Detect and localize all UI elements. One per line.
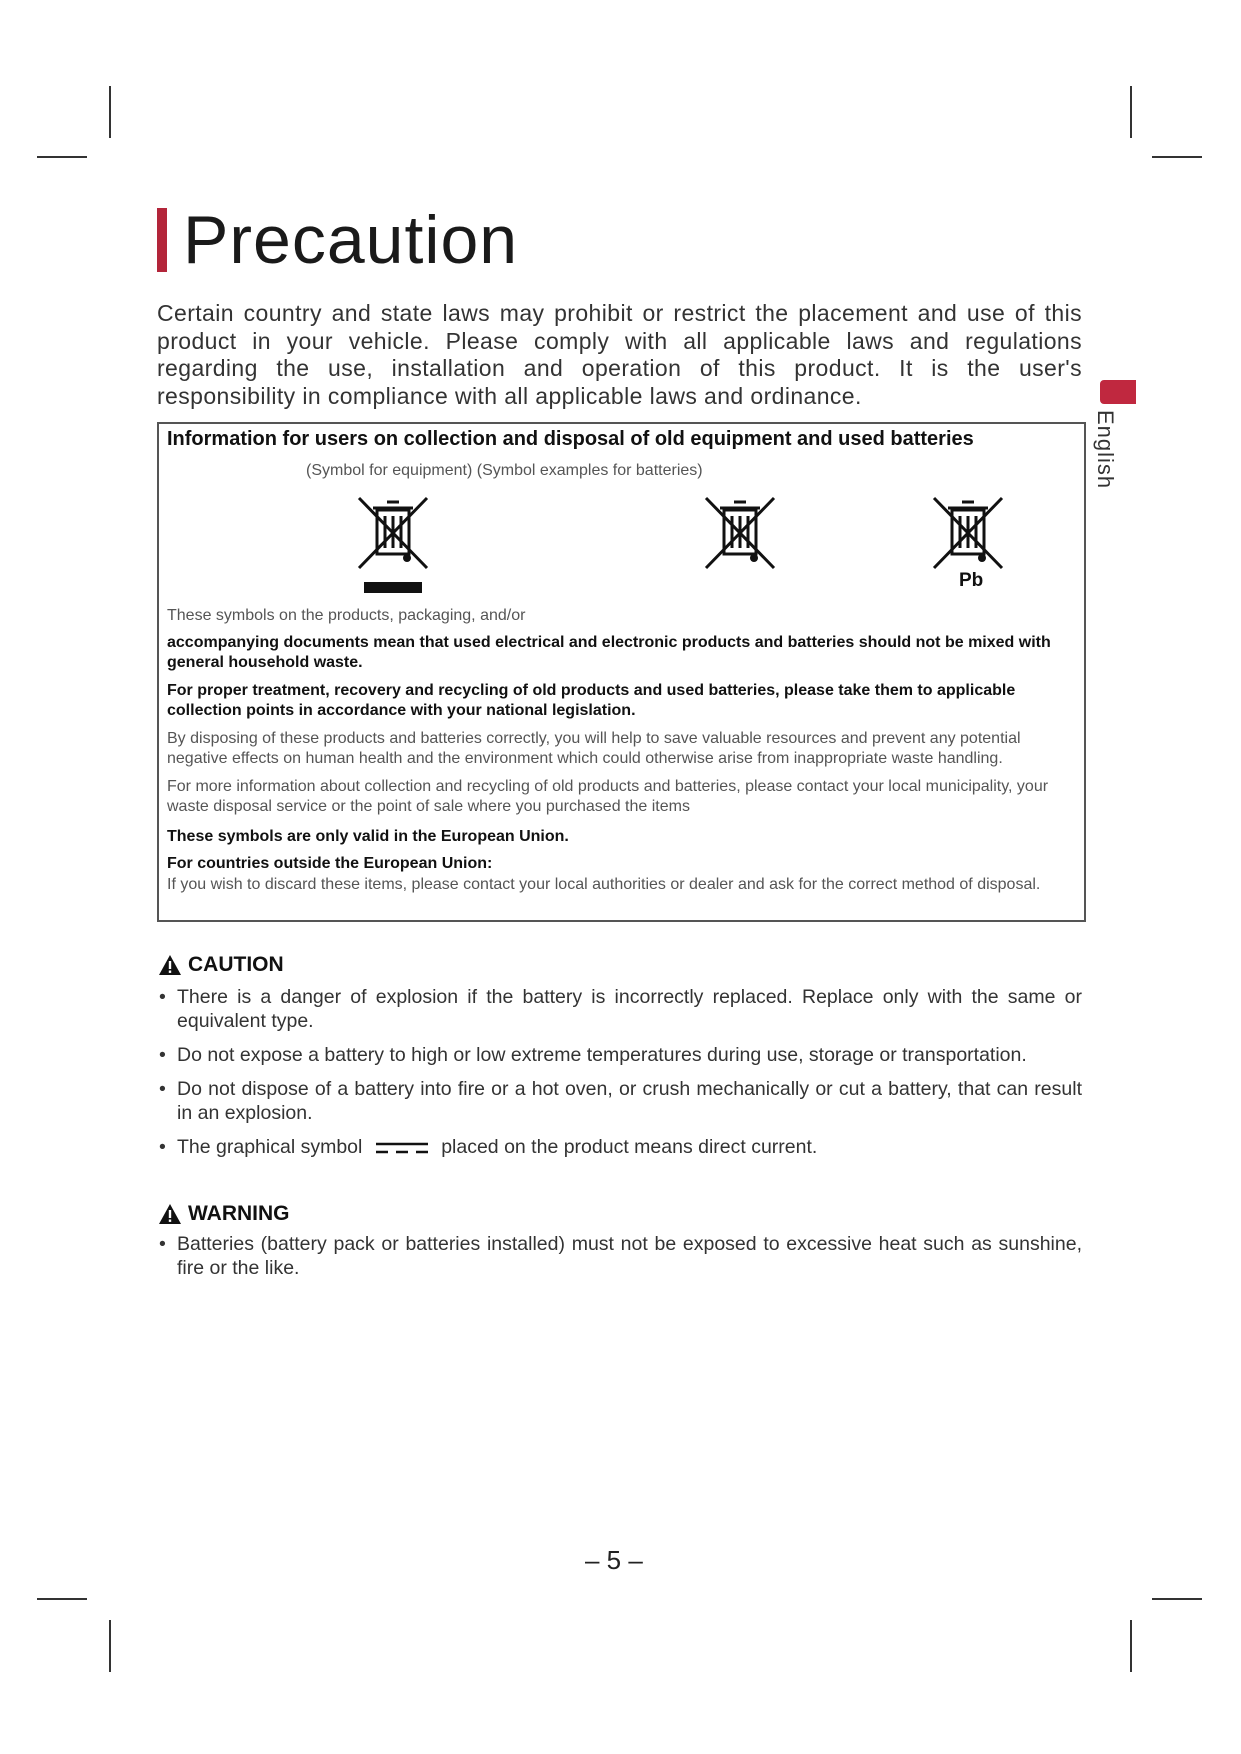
- crop-mark: [37, 156, 87, 158]
- caution-item: • There is a danger of explosion if the battery is incorrectly replaced. Replace only with the same or equivalent type.: [157, 985, 1082, 1033]
- crop-mark: [1130, 86, 1132, 138]
- disposal-text-5: For more information about collection and recycling of old products and batteries, please contact your local municipality, your waste disposal service or the point of sale where you purchased the items: [167, 778, 1049, 815]
- crossed-bin-icon: [930, 492, 1006, 572]
- caution-item: • Do not expose a battery to high or low extreme temperatures during use, storage or transportation.: [157, 1043, 1082, 1067]
- intro-paragraph: Certain country and state laws may prohibit or restrict the placement and use of this product in your vehicle. Please comply with all applicable laws and regulations regarding the use, installation and operation of this product. It is the user's responsibility in compliance with all applicable laws and ordinance.: [157, 300, 1082, 409]
- title-accent-bar: [157, 208, 167, 272]
- disposal-text-7: For countries outside the European Union:: [167, 855, 493, 872]
- disposal-text-3: For proper treatment, recovery and recycling of old products and used batteries, please take them to applicable collection points in accordance with your national legislation.: [167, 682, 1016, 719]
- warning-heading-label: WARNING: [188, 1202, 290, 1225]
- disposal-text-1: These symbols on the products, packaging, and/or: [167, 607, 526, 624]
- warning-item: • Batteries (battery pack or batteries installed) must not be exposed to excessive heat such as sunshine, fire or the like.: [157, 1232, 1082, 1280]
- warning-triangle-icon: [158, 954, 182, 976]
- caution-item: • Do not dispose of a battery into fire or a hot oven, or crush mechanically or cut a battery, that can result in an explosion.: [157, 1077, 1082, 1125]
- crop-mark: [37, 1598, 87, 1600]
- page-title-block: [157, 200, 518, 280]
- crop-mark: [1152, 1598, 1202, 1600]
- crossed-bin-icon: [355, 492, 431, 572]
- caution-list: [157, 985, 1082, 1159]
- crop-mark: [1130, 1620, 1132, 1672]
- disposal-info-box: [157, 422, 1086, 922]
- crop-mark: [109, 86, 111, 138]
- symbol-caption: (Symbol for equipment) (Symbol examples for batteries): [306, 462, 703, 479]
- page-number: – 5 –: [585, 1545, 643, 1575]
- warning-triangle-icon: [158, 1203, 182, 1225]
- direct-current-icon: [374, 1139, 430, 1157]
- page-title: Precaution: [183, 202, 519, 278]
- warning-list: [157, 1232, 1082, 1280]
- disposal-text-4: By disposing of these products and batteries correctly, you will help to save valuable resources and prevent any potential negative effects on human health and the environment which could otherwise arise from inappropriate waste handling.: [167, 730, 1021, 767]
- pb-label: Pb: [959, 570, 984, 591]
- crossed-bin-icon: [702, 492, 778, 572]
- disposal-text-8: If you wish to discard these items, please contact your local authorities or dealer and ask for the correct method of disposal.: [167, 876, 1041, 893]
- dc-text-before: The graphical symbol: [177, 1136, 363, 1158]
- disposal-text-6: These symbols are only valid in the European Union.: [167, 828, 569, 845]
- crop-mark: [109, 1620, 111, 1672]
- disposal-text-2: accompanying documents mean that used electrical and electronic products and batteries should not be mixed with general household waste.: [167, 634, 1051, 671]
- language-tab-marker: [1100, 380, 1136, 404]
- caution-heading: [158, 953, 284, 977]
- caution-heading-label: CAUTION: [188, 953, 284, 976]
- dc-text-after: placed on the product means direct current.: [441, 1136, 818, 1158]
- equipment-symbol-bar: [364, 582, 422, 593]
- crop-mark: [1152, 156, 1202, 158]
- caution-item-dc: [157, 1135, 1082, 1159]
- language-tab-label: English: [1093, 410, 1118, 490]
- warning-heading: [158, 1202, 290, 1226]
- disposal-box-title: Information for users on collection and disposal of old equipment and used batteries: [167, 428, 974, 450]
